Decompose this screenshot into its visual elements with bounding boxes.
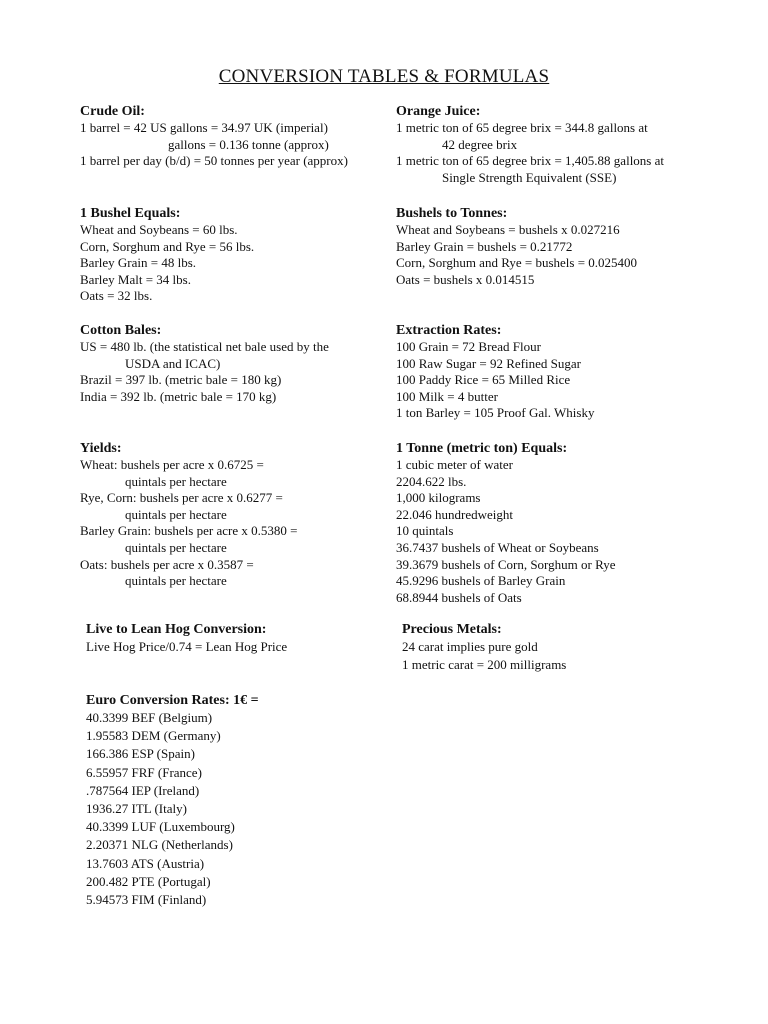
cotton-bales-section <box>80 322 329 405</box>
orange-juice-line: 42 degree brix <box>442 136 518 152</box>
yields-line: quintals per hectare <box>125 506 227 522</box>
extraction-rates-section <box>396 322 594 422</box>
precious-metals-section <box>402 621 566 674</box>
bushel-equals-line: Corn, Sorghum and Rye = 56 lbs. <box>80 238 255 254</box>
bushels-to-tonnes-line: Oats = bushels x 0.014515 <box>396 271 535 287</box>
extraction-rates-line: 100 Grain = 72 Bread Flour <box>396 339 541 354</box>
bushel-equals-heading: 1 Bushel Equals: <box>80 206 181 221</box>
extraction-rates-line: 100 Paddy Rice = 65 Milled Rice <box>396 372 571 388</box>
bushels-to-tonnes-section <box>396 205 637 288</box>
crude-oil-section <box>80 103 348 170</box>
tonne-equals-section <box>396 440 616 606</box>
yields-line: quintals per hectare <box>125 539 227 555</box>
cotton-bales-line: US = 480 lb. (the statistical net bale used by the <box>80 339 329 354</box>
tonne-equals-line: 10 quintals <box>396 523 454 539</box>
tonne-equals-line: 68.8944 bushels of Oats <box>396 589 522 605</box>
cotton-bales-line: Brazil = 397 lb. (metric bale = 180 kg) <box>80 372 282 388</box>
bushels-to-tonnes-heading: Bushels to Tonnes: <box>396 206 508 221</box>
yields-section <box>80 440 297 590</box>
euro-rate-line: .787564 IEP (Ireland) <box>86 782 200 798</box>
bushel-equals-section <box>80 205 254 305</box>
yields-line: Rye, Corn: bushels per acre x 0.6277 = <box>80 490 283 506</box>
euro-rate-line: 13.7603 ATS (Austria) <box>86 855 205 871</box>
tonne-equals-line: 45.9296 bushels of Barley Grain <box>396 573 566 589</box>
euro-rate-line: 40.3399 BEF (Belgium) <box>86 710 213 725</box>
bushel-equals-line: Wheat and Soybeans = 60 lbs. <box>80 222 238 237</box>
hog-conversion-heading: Live to Lean Hog Conversion: <box>86 622 267 637</box>
euro-rates-section <box>86 692 259 909</box>
euro-rate-line: 200.482 PTE (Portugal) <box>86 873 211 889</box>
orange-juice-line: 1 metric ton of 65 degree brix = 344.8 gallons at <box>396 120 648 135</box>
euro-rate-line: 2.20371 NLG (Netherlands) <box>86 837 233 853</box>
bushel-equals-line: Barley Grain = 48 lbs. <box>80 255 197 271</box>
extraction-rates-line: 1 ton Barley = 105 Proof Gal. Whisky <box>396 405 595 421</box>
tonne-equals-heading: 1 Tonne (metric ton) Equals: <box>396 441 568 456</box>
orange-juice-line: 1 metric ton of 65 degree brix = 1,405.88 gallons at <box>396 153 664 169</box>
tonne-equals-line: 1,000 kilograms <box>396 490 481 506</box>
bushel-equals-line: Barley Malt = 34 lbs. <box>80 271 191 287</box>
extraction-rates-heading: Extraction Rates: <box>396 323 502 338</box>
yields-heading: Yields: <box>80 441 122 456</box>
tonne-equals-line: 2204.622 lbs. <box>396 473 467 489</box>
crude-oil-line: 1 barrel = 42 US gallons = 34.97 UK (imperial) <box>80 120 328 135</box>
euro-rate-line: 166.386 ESP (Spain) <box>86 746 195 762</box>
orange-juice-section <box>396 103 664 186</box>
precious-metals-heading: Precious Metals: <box>402 622 502 637</box>
precious-metals-line: 1 metric carat = 200 milligrams <box>402 657 567 673</box>
tonne-equals-line: 1 cubic meter of water <box>396 457 513 472</box>
tonne-equals-line: 22.046 hundredweight <box>396 506 513 522</box>
yields-line: Oats: bushels per acre x 0.3587 = <box>80 556 254 572</box>
crude-oil-line: gallons = 0.136 tonne (approx) <box>168 136 329 152</box>
hog-conversion-line: Live Hog Price/0.74 = Lean Hog Price <box>86 639 288 654</box>
crude-oil-heading: Crude Oil: <box>80 104 145 119</box>
cotton-bales-line: USDA and ICAC) <box>125 355 221 371</box>
bushel-equals-line: Oats = 32 lbs. <box>80 288 153 304</box>
euro-rates-heading: Euro Conversion Rates: 1€ = <box>86 693 259 708</box>
bushels-to-tonnes-line: Corn, Sorghum and Rye = bushels = 0.025400 <box>396 255 638 271</box>
tonne-equals-line: 39.3679 bushels of Corn, Sorghum or Rye <box>396 556 616 572</box>
cotton-bales-heading: Cotton Bales: <box>80 323 162 338</box>
extraction-rates-line: 100 Raw Sugar = 92 Refined Sugar <box>396 355 581 371</box>
orange-juice-line: Single Strength Equivalent (SSE) <box>442 169 617 185</box>
bushels-to-tonnes-line: Barley Grain = bushels = 0.21772 <box>396 238 573 254</box>
euro-rate-line: 5.94573 FIM (Finland) <box>86 892 207 908</box>
precious-metals-line: 24 carat implies pure gold <box>402 639 538 654</box>
yields-line: Wheat: bushels per acre x 0.6725 = <box>80 457 264 472</box>
yields-line: quintals per hectare <box>125 573 227 589</box>
euro-rate-line: 1936.27 ITL (Italy) <box>86 801 187 817</box>
yields-line: Barley Grain: bushels per acre x 0.5380 = <box>80 523 298 539</box>
yields-line: quintals per hectare <box>125 473 227 489</box>
cotton-bales-line: India = 392 lb. (metric bale = 170 kg) <box>80 388 277 404</box>
tonne-equals-line: 36.7437 bushels of Wheat or Soybeans <box>396 539 599 555</box>
hog-conversion-section <box>86 621 287 656</box>
bushels-to-tonnes-line: Wheat and Soybeans = bushels x 0.027216 <box>396 222 620 237</box>
orange-juice-heading: Orange Juice: <box>396 104 481 119</box>
crude-oil-line: 1 barrel per day (b/d) = 50 tonnes per year (approx) <box>80 153 348 169</box>
euro-rate-line: 6.55957 FRF (France) <box>86 764 202 780</box>
euro-rate-line: 1.95583 DEM (Germany) <box>86 728 221 744</box>
euro-rate-line: 40.3399 LUF (Luxembourg) <box>86 819 235 835</box>
page-title: CONVERSION TABLES & FORMULAS <box>218 66 550 87</box>
extraction-rates-line: 100 Milk = 4 butter <box>396 388 498 404</box>
